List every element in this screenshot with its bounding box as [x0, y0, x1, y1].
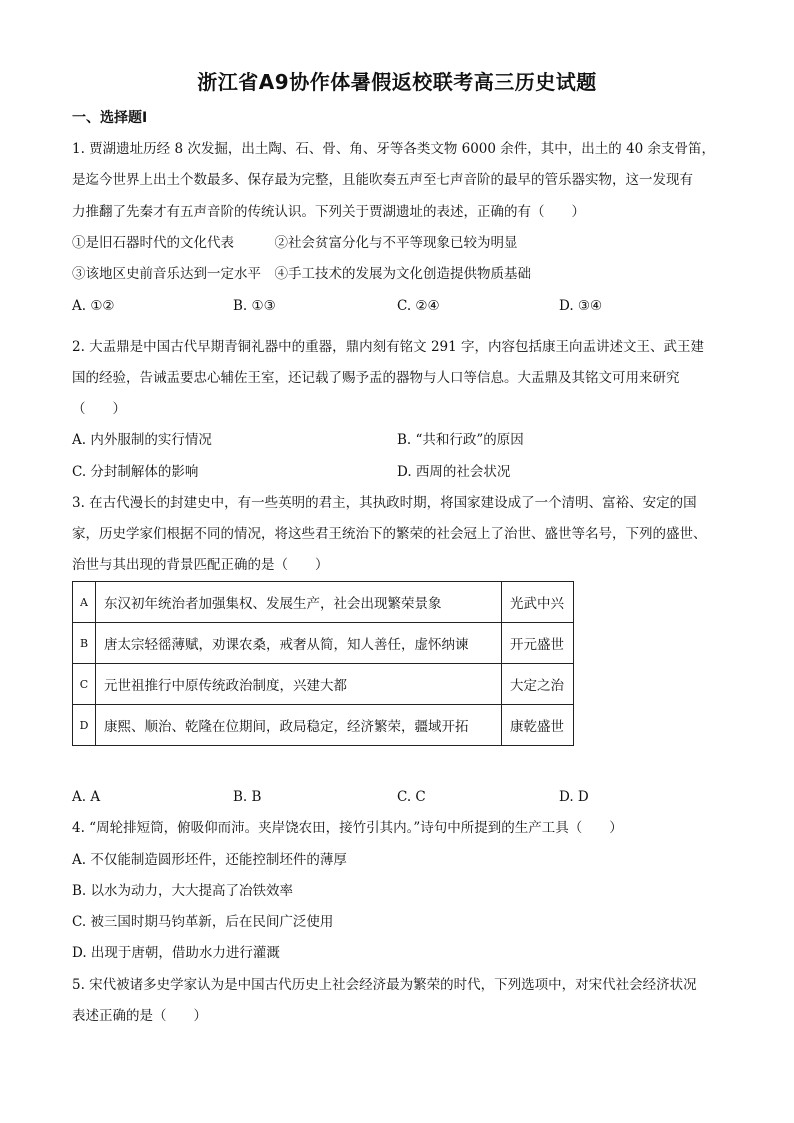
row-era-name: 康乾盛世 — [502, 705, 574, 746]
q1-statements-1: ①是旧石器时代的文化代表 ②社会贫富分化与不平等现象已较为明显 — [72, 235, 518, 251]
q3-matching-table — [72, 581, 574, 746]
page-title: 浙江省A9协作体暑假返校联考高三历史试题 — [197, 70, 597, 94]
table-row — [73, 664, 574, 705]
q2-line-1: 2. 大盂鼎是中国古代早期青铜礼器中的重器，鼎内刻有铭文 291 字，内容包括康王向盂讲述文王、武王建 — [72, 339, 705, 355]
q4-option-a: A. 不仅能制造圆形坯件，还能控制坯件的薄厚 — [72, 852, 347, 868]
q3-option-c: C. C — [397, 789, 426, 805]
q5-line-2: 表述正确的是（ ） — [72, 1008, 207, 1024]
row-key: C — [73, 664, 96, 705]
row-key: B — [73, 623, 96, 664]
q1-option-b: B. ①③ — [233, 298, 276, 314]
row-era-name: 光武中兴 — [502, 582, 574, 623]
row-description: 元世祖推行中原传统政治制度，兴建大都 — [96, 664, 502, 705]
q1-line-3: 力推翻了先秦才有五声音阶的传统认识。下列关于贾湖遗址的表述，正确的有（ ） — [72, 204, 585, 220]
row-description: 东汉初年统治者加强集权、发展生产，社会出现繁荣景象 — [96, 582, 502, 623]
q3-option-d: D. D — [559, 789, 589, 805]
q3-line-3: 治世与其出现的背景匹配正确的是（ ） — [72, 557, 329, 573]
q3-option-a: A. A — [72, 789, 101, 805]
row-key: D — [73, 705, 96, 746]
q1-option-c: C. ②④ — [397, 298, 440, 314]
q5-line-1: 5. 宋代被诸多史学家认为是中国古代历史上社会经济最为繁荣的时代，下列选项中，对宋代社会经济状况 — [72, 977, 697, 993]
table-row — [73, 705, 574, 746]
q1-option-d: D. ③④ — [559, 298, 603, 314]
q4-option-c: C. 被三国时期马钧革新，后在民间广泛使用 — [72, 914, 334, 930]
q2-option-b: B. “共和行政”的原因 — [397, 432, 524, 448]
q1-line-2: 是迄今世界上出土个数最多、保存最为完整，且能吹奏五声至七声音阶的最早的管乐器实物，这一发现有 — [72, 172, 693, 188]
q1-line-1: 1. 贾湖遗址历经 8 次发掘，出土陶、石、骨、角、牙等各类文物 6000 余件，其中，出土的 40 余支骨笛， — [72, 141, 716, 157]
q3-option-b: B. B — [233, 789, 262, 805]
q2-option-a: A. 内外服制的实行情况 — [72, 432, 212, 448]
section-heading: 一、选择题Ⅰ — [72, 110, 148, 126]
row-era-name: 大定之治 — [502, 664, 574, 705]
row-key: A — [73, 582, 96, 623]
row-description: 康熙、顺治、乾隆在位期间，政局稳定，经济繁荣，疆域开拓 — [96, 705, 502, 746]
q2-line-3: （ ） — [72, 401, 126, 417]
q4-option-b: B. 以水为动力，大大提高了冶铁效率 — [72, 883, 294, 899]
q1-statements-2: ③该地区史前音乐达到一定水平 ④手工技术的发展为文化创造提供物质基础 — [72, 266, 531, 282]
q2-option-d: D. 西周的社会状况 — [397, 464, 511, 480]
q2-line-2: 国的经验，告诫盂要忠心辅佐王室，还记载了赐予盂的器物与人口等信息。大盂鼎及其铭文可用来研究 — [72, 370, 680, 386]
q4-option-d: D. 出现于唐朝，借助水力进行灌溉 — [72, 945, 280, 961]
row-era-name: 开元盛世 — [502, 623, 574, 664]
q2-option-c: C. 分封制解体的影响 — [72, 464, 199, 480]
row-description: 唐太宗轻徭薄赋，劝课农桑，戒奢从简，知人善任，虚怀纳谏 — [96, 623, 502, 664]
table-row — [73, 623, 574, 664]
table-row — [73, 582, 574, 623]
q3-line-2: 家，历史学家们根据不同的情况，将这些君王统治下的繁荣的社会冠上了治世、盛世等名号，下列的盛世、 — [72, 526, 707, 542]
q3-line-1: 3. 在古代漫长的封建史中，有一些英明的君主，其执政时期，将国家建设成了一个清明、富裕、安定的国 — [72, 495, 697, 511]
q1-option-a: A. ①② — [72, 298, 115, 314]
q4-line-1: 4. “周轮排短筒，俯吸仰而沛。夹岸饶农田，接竹引其内。”诗句中所提到的生产工具（ ） — [72, 820, 623, 836]
